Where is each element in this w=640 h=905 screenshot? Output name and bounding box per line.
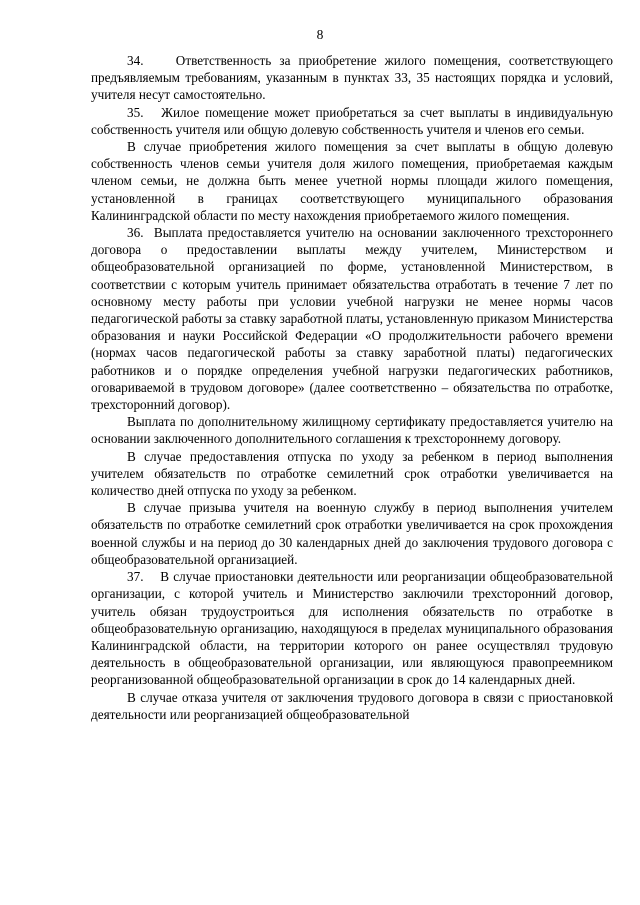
paragraph-37-refusal: В случае отказа учителя от заключения трудового договора в связи с приостановкой деятельности или реорганизацией общеобразовательной <box>91 689 613 722</box>
paragraph-36-parental-leave: В случае предоставления отпуска по уходу за ребенком в период выполнения учителем обязательств по отработке семилетний срок отработки увеличивается на количество дней отпуска по уходу за ребенком. <box>91 448 613 499</box>
paragraph-36-military-service: В случае призыва учителя на военную службу в период выполнения учителем обязательств по отработке семилетний срок отработки увеличивается на срок прохождения военной службы и на период до 30 календарных дней до заключения трудового договора с общеобразовательной организацией. <box>91 500 613 567</box>
paragraph-37: 37. В случае приостановки деятельности или реорганизации общеобразовательной организации, с которой учитель и Министерство заключили трехсторонний договор, учитель обязан трудоустроиться для исполнения обязательств по отработке в общеобразовательную организацию, находящуюся в пределах муниципального образования Калининградской области, на территории которого он ранее осуществлял трудовую деятельность в общеобразовательной организации, или являющуюся правопреемником реорганизованной общеобразовательной организации в срок до 14 календарных дней. <box>91 569 613 688</box>
paragraph-34: 34. Ответственность за приобретение жилого помещения, соответствующего предъявляемым требованиям, указанным в пунктах 33, 35 настоящих порядка и условий, учителя несут самостоятельно. <box>91 53 613 103</box>
paragraph-36: 36. Выплата предоставляется учителю на основании заключенного трехстороннего договора о предоставлении выплаты между учителем, Министерством и общеобразовательной организацией по форме, установленной Министерством, в соответствии с которым учитель принимает обязательства отработать в течение 7 лет по основному месту работы при условии учебной нагрузки не менее нормы часов педагогической работы за ставку заработной платы, установленную приказом Министерства образования и науки Российской Федерации «О продолжительности рабочего времени (нормах часов педагогической работы за ставку заработной платы) педагогических работников и о порядке определения учебной нагрузки педагогических работников, оговариваемой в трудовом договоре» (далее соответственно – обязательства по отработке, трехсторонний договор). <box>91 225 613 413</box>
paragraph-35: 35. Жилое помещение может приобретаться за счет выплаты в индивидуальную собственность учителя или общую долевую собственность учителя и членов его семьи. <box>91 104 613 137</box>
document-body <box>91 52 613 723</box>
paragraph-35-shared-ownership: В случае приобретения жилого помещения за счет выплаты в общую долевую собственность членов семьи учителя доля жилого помещения, приобретаемая каждым членом семьи, не должна быть менее учетной нормы площади жилого помещения, установленной в границах соответствующего муниципального образования Калининградской области по месту нахождения приобретаемого жилого помещения. <box>91 139 613 223</box>
page-number: 8 <box>316 27 324 42</box>
paragraph-36-certificate: Выплата по дополнительному жилищному сертификату предоставляется учителю на основании заключенного дополнительного соглашения к трехстороннему договору. <box>91 414 613 447</box>
